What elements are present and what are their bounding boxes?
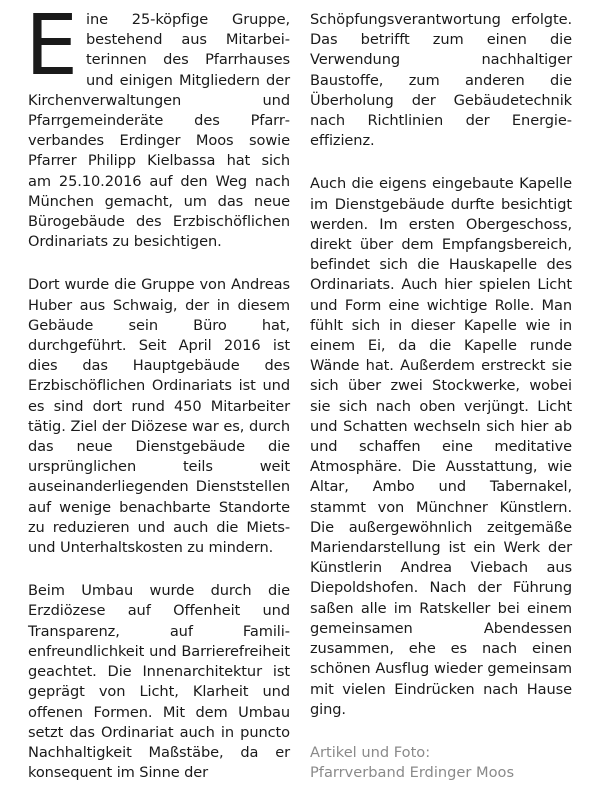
left-column [25,0,290,800]
credit-label: Artikel und Foto: [310,743,431,761]
paragraph-intro-text: ine 25-köpfige Gruppe, bestehend aus Mitarbeiterinnen des Pfarrhauses und einigen Mitgliedern der Kirchenverwaltungen und Pfarrgemeinderäte des Pfarrverbandes Erdinger Moos sowie Pfarrer Philipp Kielbassa hat sich am 25.10.2016 auf den Weg nach München gemacht, um das neue Bürogebäude des Erzbischöflichen Ordinariats zu besichtigen. [28,11,290,251]
paragraph-tour: Dort wurde die Gruppe von Andreas Huber aus Schwaig, der in diesem Gebäude sein Büro hat, durchgeführt. Seit April 2016 ist dies das Hauptgebäude des Erzbischöflichen Ordinariats ist und es sind dort rund 450 Mitarbeiter tätig. Ziel der Diözese war es, durch das neue Dienstgebäude die ursprünglichen teils weit auseinanderliegenden Dienststellen auf wenige benachbarte Standorte zu reduzieren und auch die Miets- und Unterhaltskosten zu mindern. [28,276,290,557]
credit-source: Pfarrverband Erdinger Moos [310,764,515,782]
right-column [310,10,572,800]
drop-cap: E [25,0,78,94]
paragraph-sustainability: Schöpfungsverantwortung erfolgte. Das betrifft zum einen die Verwendung nachhaltiger Baustoffe, zum anderen die Überholung der Gebäudetechnik nach Richtlinien der Energieeffizienz. [310,11,572,150]
paragraph-intro [25,0,290,252]
paragraph-chapel: Auch die eigens eingebaute Kapelle im Dienstgebäude durfte besichtigt werden. Im ersten Obergeschoss, direkt über dem Empfangsbereich, befindet sich die Hauskapelle des Ordinariats. Auch hier spielen Licht und Form eine wichtige Rolle. Man fühlt sich in dieser Kapelle wie in einem Ei, da die Kapelle runde Wände hat. Außerdem erstreckt sie sich über zwei Stockwerke, wobei sie sich nach oben verjüngt. Licht und Schatten wechseln sich hier ab und schaffen eine meditative Atmosphäre. Die Ausstattung, wie Altar, Ambo und Tabernakel, stammt von Münchner Künstlern. Die außergewöhnlich zeitgemäße Mariendarstellung ist ein Werk der Künstlerin Andrea Viebach aus Diepoldshofen. Nach der Führung saßen alle im Ratskeller bei einem gemeinsamen Abendessen zusammen, ehe es nach einen schönen Ausflug wieder gemeinsam mit vielen Eindrücken nach Hause ging. [310,175,572,718]
paragraph-renovation: Beim Umbau wurde durch die Erzdiözese auf Offenheit und Transparenz, auf Familienfreundlichkeit und Barrierefreiheit geachtet. Die Innenarchitektur ist geprägt von Licht, Klarheit und offenen Formen. Mit dem Umbau setzt das Ordinariat auch in puncto Nachhaltigkeit Maßstäbe, da er konsequent im Sinne der [28,582,290,782]
article-credit [310,743,572,783]
